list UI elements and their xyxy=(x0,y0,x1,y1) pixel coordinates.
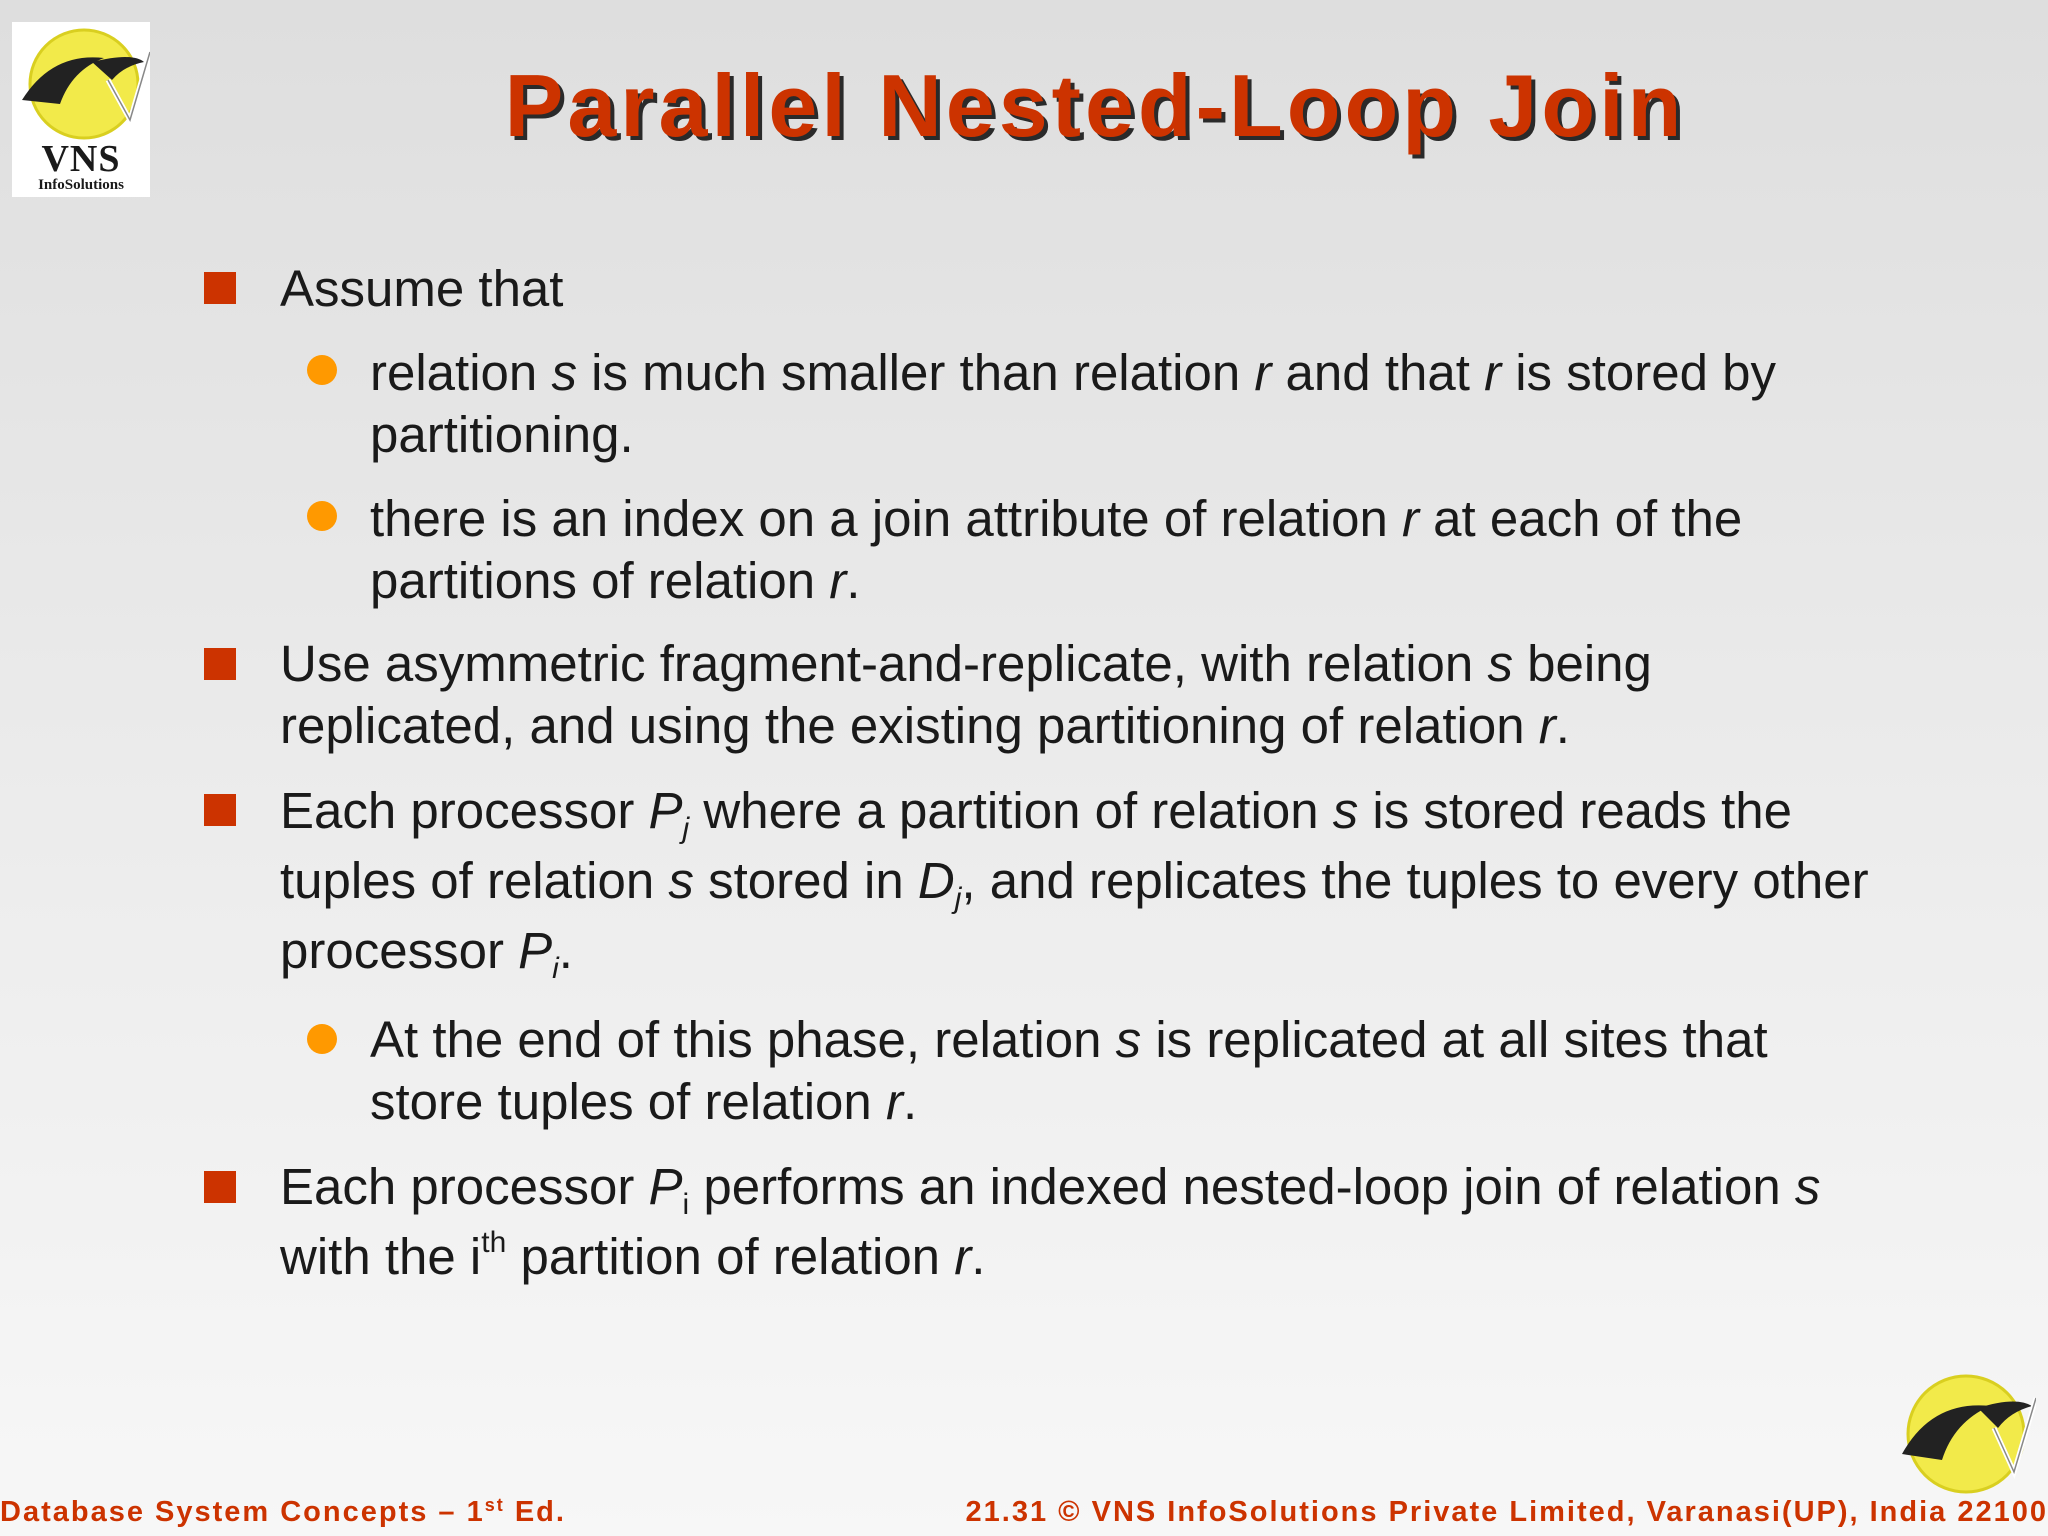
variable: P xyxy=(648,782,683,839)
bullet-assume xyxy=(280,258,1900,320)
text-run: Each processor xyxy=(280,1158,649,1215)
square-bullet-icon xyxy=(204,794,236,826)
variable: r xyxy=(885,1073,903,1130)
text-run: is stored reads the tuples of relation xyxy=(280,782,1792,909)
text-run: at each of the partitions of relation xyxy=(370,490,1743,609)
text-run: where a partition of relation xyxy=(689,782,1333,839)
footer-book-title xyxy=(0,1494,566,1530)
variable: s xyxy=(1115,1011,1142,1068)
text-run: performs an indexed nested-loop join of relation xyxy=(689,1158,1795,1215)
superscript: th xyxy=(481,1226,507,1259)
variable: P xyxy=(518,922,553,979)
footer-superscript: st xyxy=(484,1495,505,1515)
subscript: i xyxy=(552,952,559,985)
vns-emblem-icon xyxy=(1896,1368,2036,1496)
text-run: Use asymmetric fragment-and-replicate, with relation xyxy=(280,635,1488,692)
variable: D xyxy=(917,852,955,909)
text-run: is replicated at all sites that store tuples of relation xyxy=(370,1011,1768,1130)
text-run: Each processor xyxy=(280,782,649,839)
variable: r xyxy=(1254,344,1272,401)
variable: s xyxy=(668,852,694,909)
variable: r xyxy=(954,1228,972,1285)
variable: r xyxy=(1484,344,1502,401)
text-run: , and replicates the tuples to every other processor xyxy=(280,852,1869,979)
variable: r xyxy=(829,552,847,609)
circle-bullet-icon xyxy=(307,355,337,385)
text-run: relation xyxy=(370,344,552,401)
vns-emblem xyxy=(1896,1368,2036,1496)
text-run: is much smaller than relation xyxy=(576,344,1255,401)
bullet-each-processor-reads xyxy=(280,776,1900,986)
footer-text: Database System Concepts – 1 xyxy=(0,1496,485,1528)
subscript: j xyxy=(954,882,962,915)
subbullet-index xyxy=(370,488,1870,612)
text-run: is stored by partitioning. xyxy=(370,344,1776,463)
bullet-text: Assume that xyxy=(280,260,564,317)
square-bullet-icon xyxy=(204,272,236,304)
text-run: with the i xyxy=(280,1228,482,1285)
subbullet-smaller-relation xyxy=(370,342,1870,466)
variable: r xyxy=(1538,697,1556,754)
footer-copyright: 21.31 © VNS InfoSolutions Private Limited, Varanasi(UP), India 22100 xyxy=(965,1496,2048,1528)
text-run: and that xyxy=(1271,344,1485,401)
variable: P xyxy=(648,1158,683,1215)
footer-text: Ed. xyxy=(504,1496,566,1528)
square-bullet-icon xyxy=(204,648,236,680)
subscript: j xyxy=(682,812,690,845)
text-run: . xyxy=(971,1228,986,1285)
variable: s xyxy=(1487,635,1513,692)
bullet-indexed-join xyxy=(280,1152,1900,1292)
slide-title: Parallel Nested-Loop Join xyxy=(504,56,1686,155)
subbullet-end-of-phase xyxy=(370,1009,1870,1133)
variable: s xyxy=(1794,1158,1821,1215)
logo-subtitle: InfoSolutions xyxy=(38,177,124,193)
text-run: stored in xyxy=(693,852,918,909)
logo-brand: VNS xyxy=(41,138,121,180)
variable: s xyxy=(1332,782,1359,839)
text-run: being replicated, and using the existing partitioning of relation xyxy=(280,635,1652,754)
text-run: . xyxy=(902,1073,918,1130)
variable: r xyxy=(1401,490,1419,547)
bullet-asymmetric xyxy=(280,633,1900,757)
subscript: i xyxy=(682,1188,690,1221)
square-bullet-icon xyxy=(204,1171,236,1203)
circle-bullet-icon xyxy=(307,1024,337,1054)
text-run: At the end of this phase, relation xyxy=(370,1011,1116,1068)
variable: s xyxy=(551,344,577,401)
text-run: . xyxy=(558,922,573,979)
text-run: there is an index on a join attribute of relation xyxy=(370,490,1402,547)
text-run: partition of relation xyxy=(506,1228,955,1285)
circle-bullet-icon xyxy=(307,501,337,531)
text-run: . xyxy=(846,552,861,609)
text-run: . xyxy=(1555,697,1570,754)
